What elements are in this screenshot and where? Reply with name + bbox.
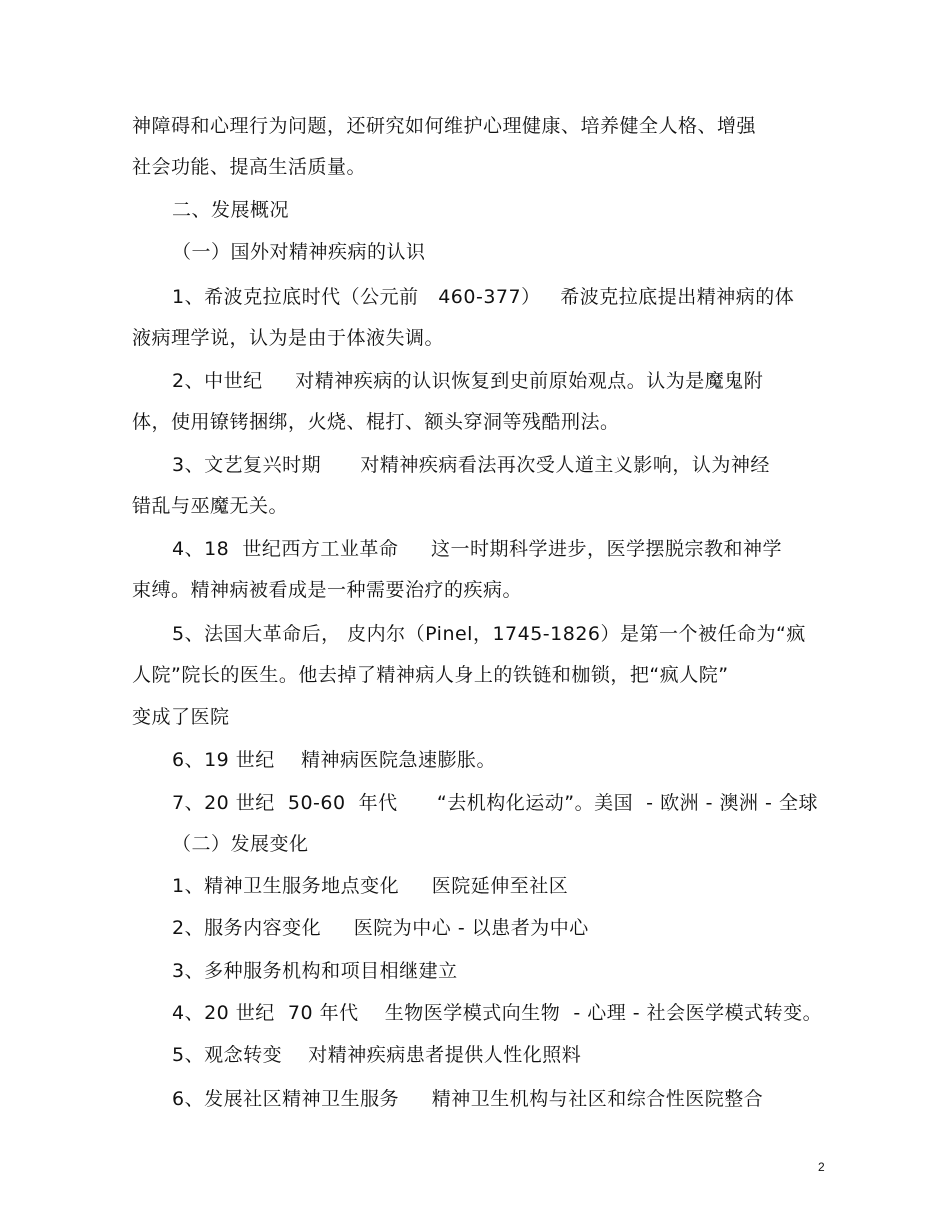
- text-line: 1、精神卫生服务地点变化 医院延伸至社区: [172, 875, 569, 897]
- text-line: 1、希波克拉底时代（公元前 460-377） 希波克拉底提出精神病的体: [172, 286, 795, 308]
- text-line: 社会功能、提高生活质量。: [132, 156, 367, 178]
- subsection-heading: （二）发展变化: [172, 833, 309, 855]
- text-line: 4、20 世纪 70 年代 生物医学模式向生物 - 心理 - 社会医学模式转变。: [172, 1002, 823, 1024]
- text-line: 2、服务内容变化 医院为中心 - 以患者为中心: [172, 917, 589, 939]
- text-line: 液病理学说，认为是由于体液失调。: [132, 327, 445, 349]
- text-line: 神障碍和心理行为问题，还研究如何维护心理健康、培养健全人格、增强: [132, 115, 757, 137]
- page-number: 2: [818, 1160, 825, 1174]
- text-line: 6、19 世纪 精神病医院急速膨胀。: [172, 749, 496, 771]
- text-line: 4、18 世纪西方工业革命 这一时期科学进步，医学摆脱宗教和神学: [172, 538, 783, 560]
- text-line: 3、多种服务机构和项目相继建立: [172, 960, 458, 982]
- text-line: 3、文艺复兴时期 对精神疾病看法再次受人道主义影响，认为神经: [172, 454, 770, 476]
- text-line: 5、法国大革命后， 皮内尔（Pinel，1745-1826）是第一个被任命为“疯: [172, 623, 806, 645]
- text-line: 束缚。精神病被看成是一种需要治疗的疾病。: [132, 579, 523, 601]
- subsection-heading: （一）国外对精神疾病的认识: [172, 241, 426, 263]
- section-heading: 二、发展概况: [172, 199, 290, 221]
- text-line: 体，使用镣铐捆绑，火烧、棍打、额头穿洞等残酷刑法。: [132, 411, 620, 433]
- text-line: 7、20 世纪 50-60 年代 “去机构化运动”。美国 - 欧洲 - 澳洲 - 全球: [172, 792, 818, 814]
- text-line: 变成了医院: [132, 706, 230, 728]
- text-line: 人院”院长的医生。他去掉了精神病人身上的铁链和枷锁，把“疯人院”: [132, 664, 729, 686]
- text-line: 错乱与巫魔无关。: [132, 495, 289, 517]
- text-line: 6、发展社区精神卫生服务 精神卫生机构与社区和综合性医院整合: [172, 1088, 764, 1110]
- text-line: 2、中世纪 对精神疾病的认识恢复到史前原始观点。认为是魔鬼附: [172, 370, 764, 392]
- text-line: 5、观念转变 对精神疾病患者提供人性化照料: [172, 1044, 582, 1066]
